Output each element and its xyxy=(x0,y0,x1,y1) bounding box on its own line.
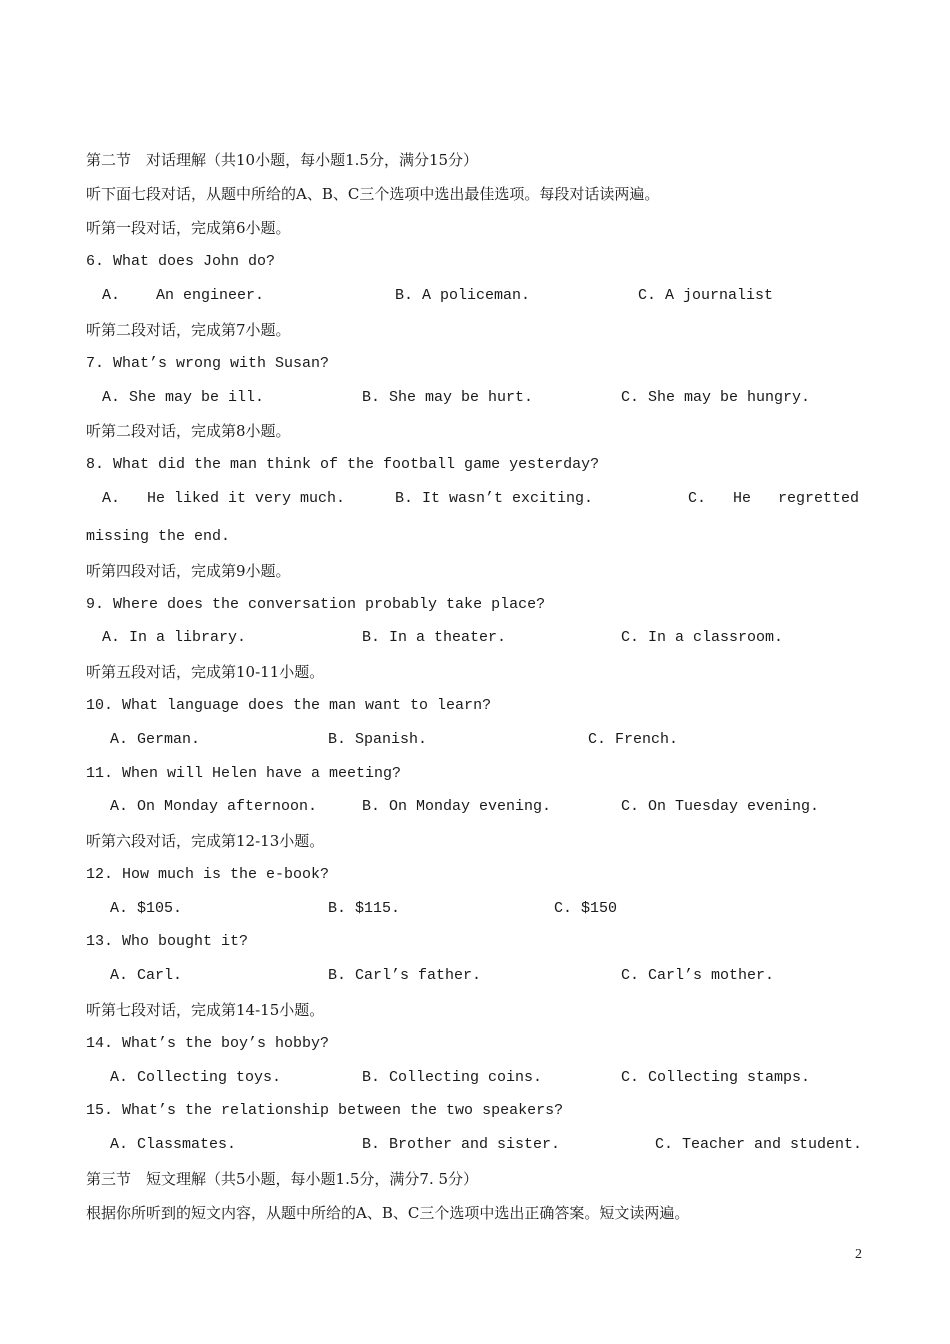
q11-option-b: B. On Monday evening. xyxy=(362,798,552,815)
q10-option-a: A. German. xyxy=(110,731,201,748)
q15-option-b: B. Brother and sister. xyxy=(362,1136,561,1153)
q12-option-b: B. $115. xyxy=(328,900,401,917)
q6-option-a: A. An engineer. xyxy=(102,287,265,304)
q8-option-b: B. It wasn’t exciting. xyxy=(395,490,594,507)
question-8: 8. What did the man think of the football game yesterday? xyxy=(86,456,600,473)
dialog-heading-3: 听第二段对话，完成第8小题。 xyxy=(86,422,291,440)
q9-option-c: C. In a classroom. xyxy=(621,629,784,646)
q13-option-c: C. Carl’s mother. xyxy=(621,967,775,984)
page-number: 2 xyxy=(855,1247,862,1262)
q7-option-b: B. She may be hurt. xyxy=(362,389,534,406)
question-15: 15. What’s the relationship between the two speakers? xyxy=(86,1102,564,1119)
q14-option-a: A. Collecting toys. xyxy=(110,1069,282,1086)
q11-option-c: C. On Tuesday evening. xyxy=(621,798,820,815)
q14-option-c: C. Collecting stamps. xyxy=(621,1069,811,1086)
q13-option-a: A. Carl. xyxy=(110,967,183,984)
q12-option-c: C. $150 xyxy=(554,900,618,917)
question-9: 9. Where does the conversation probably take place? xyxy=(86,596,546,613)
q8-option-c-continued: missing the end. xyxy=(86,528,231,545)
dialog-heading-6: 听第六段对话，完成第12-13小题。 xyxy=(86,832,325,850)
q11-option-a: A. On Monday afternoon. xyxy=(110,798,318,815)
q7-option-c: C. She may be hungry. xyxy=(621,389,811,406)
section2-instruction: 听下面七段对话，从题中所给的A、B、C三个选项中选出最佳选项。每段对话读两遍。 xyxy=(86,185,660,203)
q13-option-b: B. Carl’s father. xyxy=(328,967,482,984)
q12-option-a: A. $105. xyxy=(110,900,183,917)
dialog-heading-4: 听第四段对话，完成第9小题。 xyxy=(86,562,291,580)
q15-option-c: C. Teacher and student. xyxy=(655,1136,863,1153)
dialog-heading-1: 听第一段对话，完成第6小题。 xyxy=(86,219,291,237)
q8-option-a: A. He liked it very much. xyxy=(102,490,346,507)
q9-option-a: A. In a library. xyxy=(102,629,247,646)
section2-title: 第二节 对话理解（共10小题，每小题1.5分，满分15分） xyxy=(86,151,479,169)
question-12: 12. How much is the e-book? xyxy=(86,866,330,883)
q8-option-c: C. He regretted xyxy=(688,490,860,507)
q10-option-b: B. Spanish. xyxy=(328,731,428,748)
q10-option-c: C. French. xyxy=(588,731,679,748)
question-13: 13. Who bought it? xyxy=(86,933,249,950)
section3-instruction: 根据你所听到的短文内容，从题中所给的A、B、C三个选项中选出正确答案。短文读两遍。 xyxy=(86,1204,690,1222)
question-14: 14. What’s the boy’s hobby? xyxy=(86,1035,330,1052)
question-10: 10. What language does the man want to learn? xyxy=(86,697,492,714)
dialog-heading-7: 听第七段对话，完成第14-15小题。 xyxy=(86,1001,325,1019)
dialog-heading-2: 听第二段对话，完成第7小题。 xyxy=(86,321,291,339)
q14-option-b: B. Collecting coins. xyxy=(362,1069,543,1086)
q6-option-b: B. A policeman. xyxy=(395,287,531,304)
q6-option-c: C. A journalist xyxy=(638,287,774,304)
q15-option-a: A. Classmates. xyxy=(110,1136,237,1153)
question-6: 6. What does John do? xyxy=(86,253,276,270)
q7-option-a: A. She may be ill. xyxy=(102,389,265,406)
dialog-heading-5: 听第五段对话，完成第10-11小题。 xyxy=(86,663,325,681)
question-11: 11. When will Helen have a meeting? xyxy=(86,765,402,782)
q9-option-b: B. In a theater. xyxy=(362,629,507,646)
question-7: 7. What’s wrong with Susan? xyxy=(86,355,330,372)
section3-title: 第三节 短文理解（共5小题，每小题1.5分，满分7. 5分） xyxy=(86,1170,479,1188)
